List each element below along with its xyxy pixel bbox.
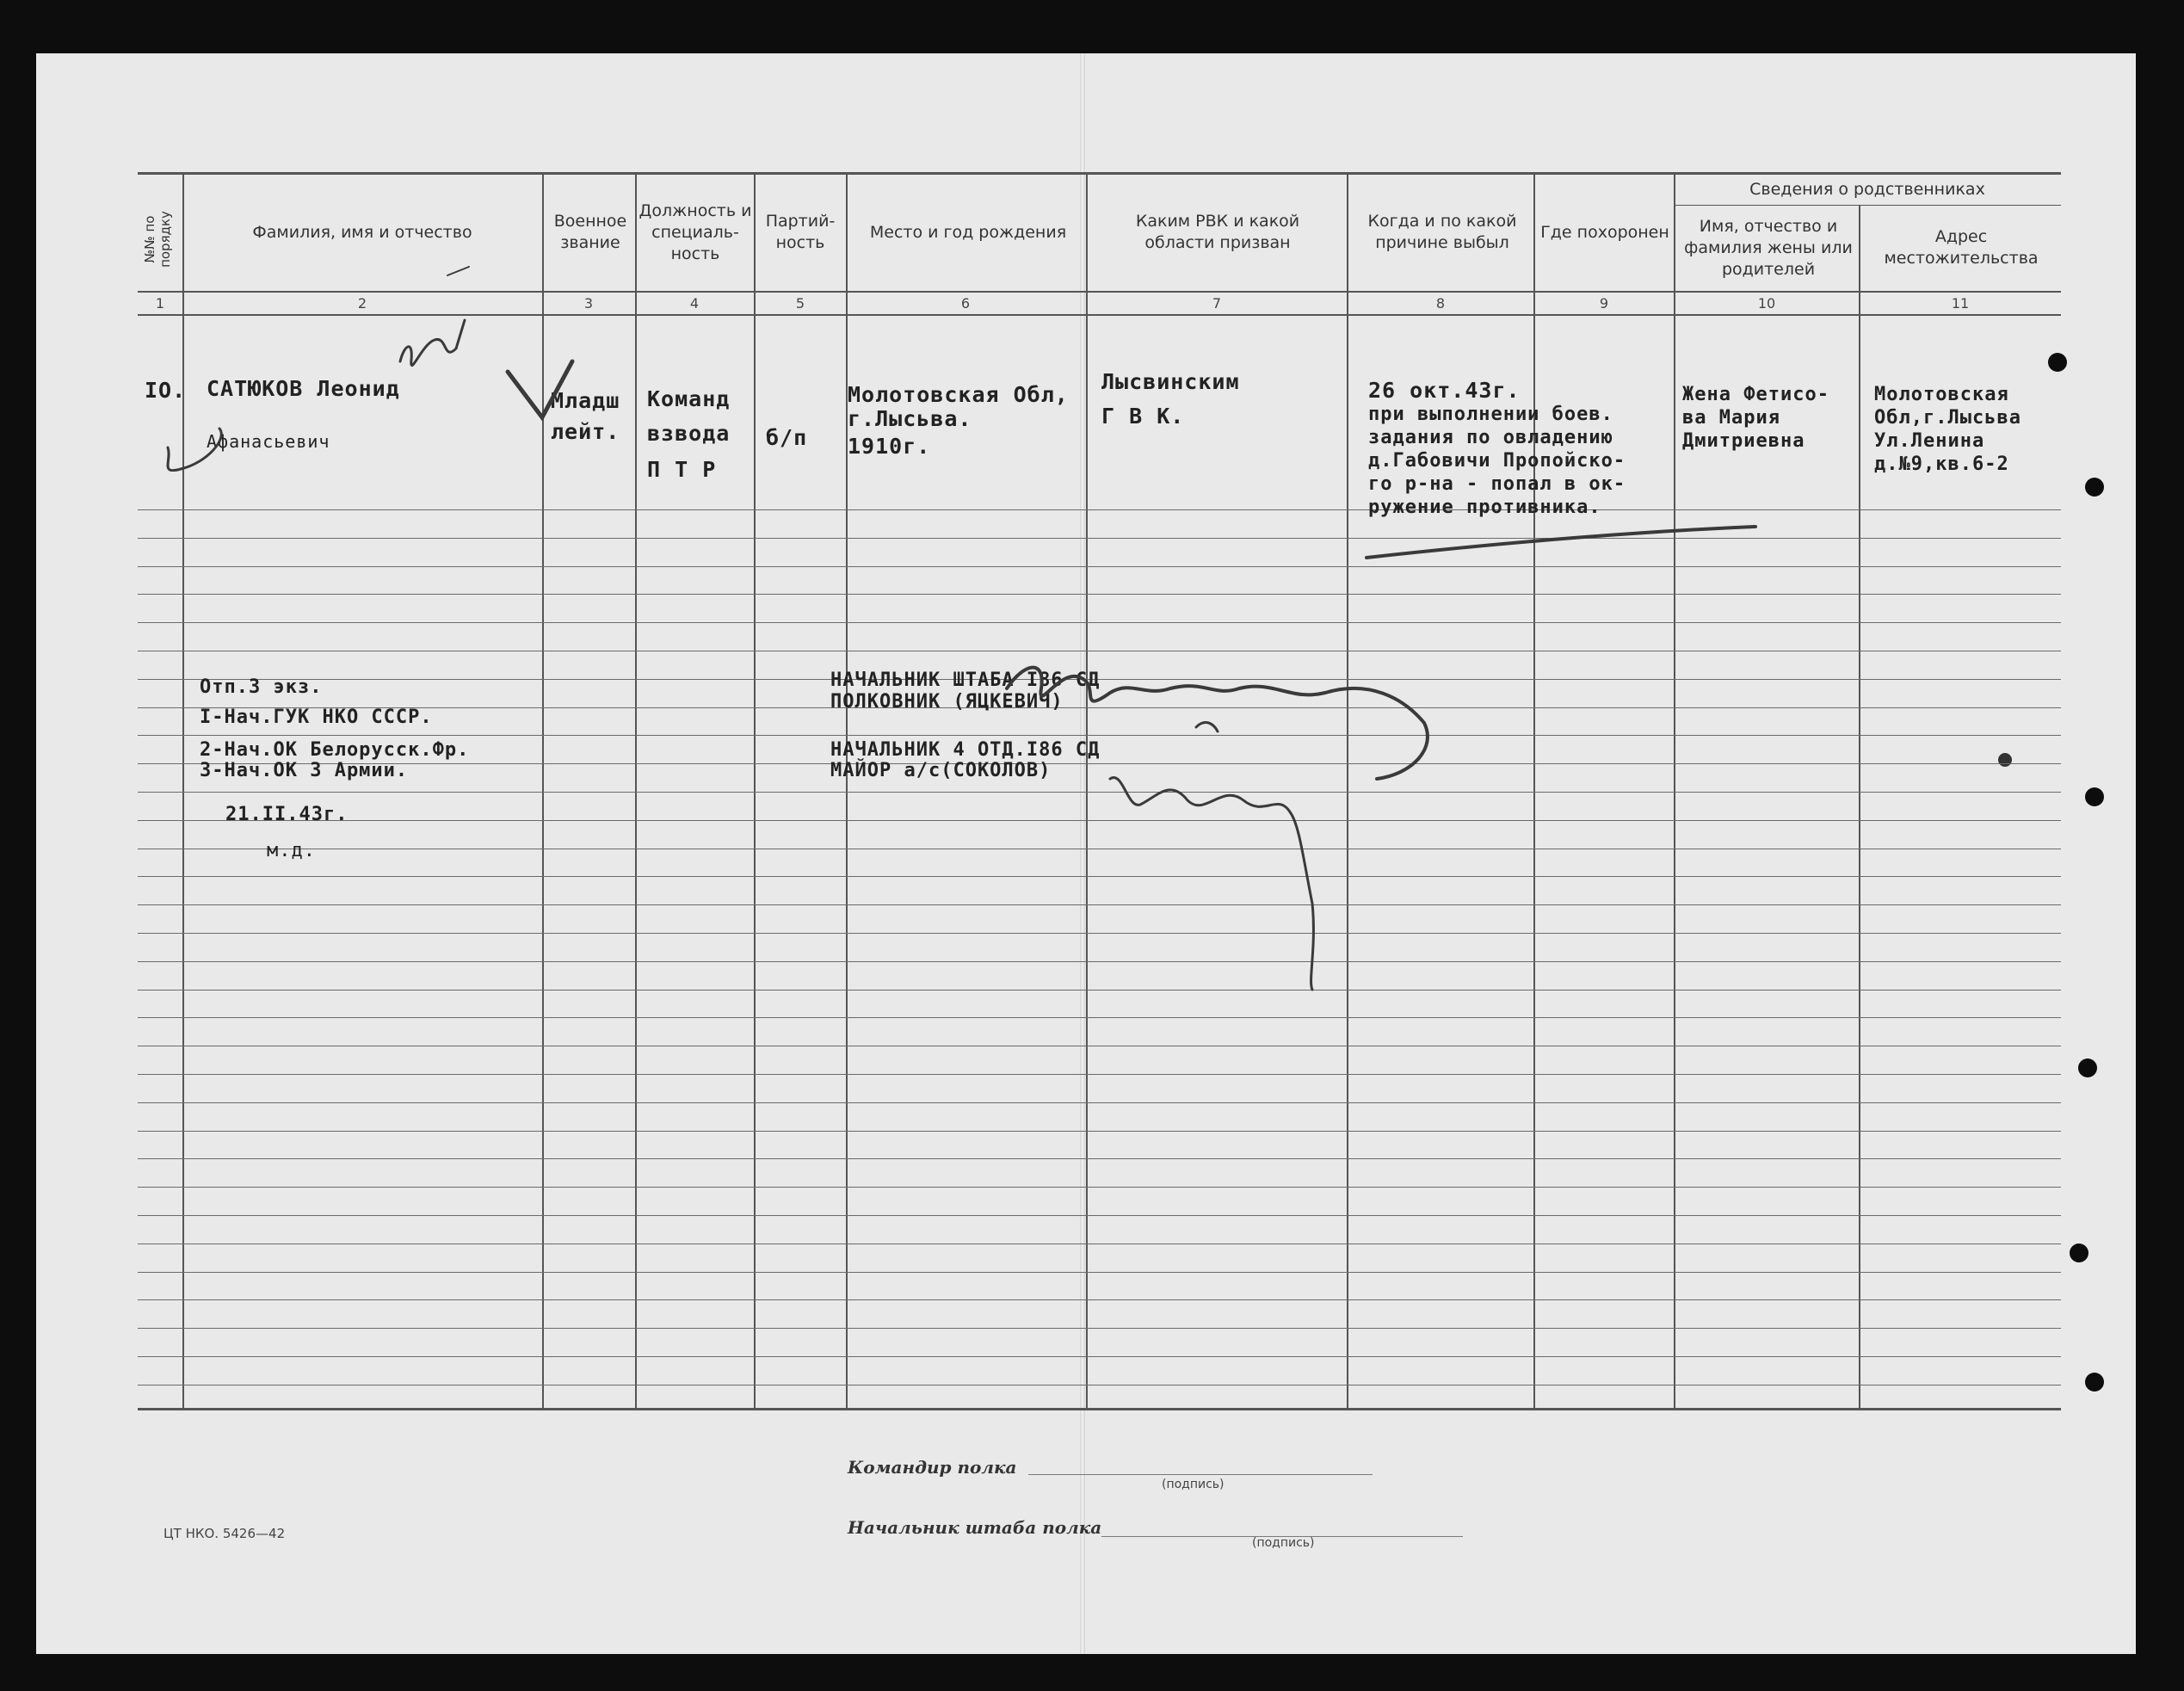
distribution-2: I-Нач.ГУК НКО СССР. <box>200 707 433 728</box>
chief-of-staff-title: НАЧАЛЬНИК ШТАБА I86 СД <box>830 670 1101 691</box>
header-number: №№ по порядку <box>142 211 173 268</box>
record-birth-2: г.Лысьва. <box>848 406 972 431</box>
record-relative-1: Жена Фетисо- <box>1682 384 1829 405</box>
column-number: 8 <box>1435 295 1446 312</box>
record-party: б/п <box>766 425 808 450</box>
ruled-line <box>138 594 2061 595</box>
ruled-line <box>138 566 2061 567</box>
ruled-line <box>138 763 2061 764</box>
header-birth: Место и год рождения <box>869 222 1067 242</box>
chief-of-staff-name: ПОЛКОВНИК (ЯЦКЕВИЧ) <box>830 691 1064 713</box>
record-reason-6: ружение противника. <box>1368 497 1601 518</box>
ink-dot <box>1998 753 2012 767</box>
ruled-line <box>138 1272 2061 1273</box>
chief-of-staff-label: Начальник штаба полка <box>848 1517 1102 1538</box>
record-rvk-2: Г В К. <box>1101 404 1185 429</box>
page-fold <box>1080 53 1085 1654</box>
distribution-4: 3-Нач.ОК 3 Армии. <box>200 760 409 781</box>
column-number: 6 <box>960 295 971 312</box>
record-reason-2: при выполнении боев. <box>1368 404 1613 425</box>
record-reason-1: 26 окт.43г. <box>1368 378 1521 403</box>
record-relative-2: ва Мария <box>1682 407 1780 429</box>
column-number: 10 <box>1757 295 1776 312</box>
punch-hole <box>2085 478 2104 497</box>
ruled-line <box>138 792 2061 793</box>
header-name: Фамилия, имя и отчество <box>252 222 472 242</box>
ruled-line <box>138 933 2061 934</box>
ruled-line <box>138 990 2061 991</box>
record-rank-1: Младш <box>551 388 620 413</box>
chief-of-staff-signature-caption: (подпись) <box>1252 1536 1315 1550</box>
ruled-line <box>138 1385 2061 1386</box>
record-address-1: Молотовская <box>1874 384 2009 405</box>
record-birth-1: Молотовская Обл, <box>848 382 1069 407</box>
ruled-line <box>138 1158 2061 1159</box>
distribution-date: 21.II.43г. <box>225 804 349 825</box>
record-patronymic: Афанасьевич <box>207 431 330 452</box>
record-reason-4: д.Габовичи Пропойско- <box>1368 450 1626 472</box>
ruled-line <box>138 1187 2061 1188</box>
column-number: 7 <box>1212 295 1222 312</box>
ruled-line <box>138 961 2061 962</box>
header-rvk: Каким РВК и какой области призван <box>1135 212 1300 252</box>
department-chief-name: МАЙОР а/с(СОКОЛОВ) <box>830 760 1052 781</box>
header-relative-name: Имя, отчество и фамилия жены или родителей <box>1684 216 1853 279</box>
record-address-2: Обл,г.Лысьва <box>1874 407 2021 429</box>
column-number: 11 <box>1951 295 1970 312</box>
distribution-initials: м.д. <box>267 840 316 861</box>
ruled-line <box>138 1356 2061 1357</box>
column-number: 9 <box>1599 295 1609 312</box>
punch-hole <box>2078 1058 2097 1077</box>
ruled-line <box>138 1328 2061 1329</box>
column-number: 5 <box>795 295 805 312</box>
ruled-line <box>138 1215 2061 1216</box>
column-number: 4 <box>689 295 700 312</box>
record-position-1: Команд <box>647 386 731 411</box>
column-number: 2 <box>357 295 367 312</box>
column-number: 1 <box>155 295 165 312</box>
header-burial: Где похоронен <box>1540 222 1669 242</box>
header-position: Должность и специаль-ность <box>639 201 752 263</box>
header-reason: Когда и по какой причине выбыл <box>1367 212 1517 252</box>
record-position-3: П Т Р <box>647 457 717 482</box>
ruled-line <box>138 1131 2061 1132</box>
header-relatives-group: Сведения о родственниках <box>1749 179 1985 199</box>
punch-hole <box>2085 1373 2104 1392</box>
ruled-line <box>138 876 2061 877</box>
record-rank-2: лейт. <box>551 419 620 444</box>
record-surname: САТЮКОВ Леонид <box>207 376 400 401</box>
header-party: Партий-ность <box>765 212 836 252</box>
record-address-3: Ул.Ленина <box>1874 430 1985 452</box>
column-number: 3 <box>583 295 594 312</box>
department-chief-title: НАЧАЛЬНИК 4 ОТД.I86 СД <box>830 739 1101 761</box>
commander-signature-caption: (подпись) <box>1162 1478 1225 1491</box>
commander-signature-line <box>1028 1474 1373 1475</box>
punch-hole <box>2085 787 2104 806</box>
record-reason-5: го р-на - попал в ок- <box>1368 473 1626 495</box>
record-relative-3: Дмитриевна <box>1682 430 1805 452</box>
ruled-line <box>138 1074 2061 1075</box>
record-address-4: д.№9,кв.6-2 <box>1874 454 2009 475</box>
ruled-line <box>138 904 2061 905</box>
record-reason-3: задания по овладению <box>1368 427 1613 448</box>
punch-hole <box>2048 353 2067 372</box>
header-address: Адрес местожительства <box>1884 227 2039 268</box>
record-birth-3: 1910г. <box>848 434 931 459</box>
ruled-line <box>138 820 2061 821</box>
punch-hole <box>2070 1244 2088 1262</box>
record-number: IO. <box>145 378 187 403</box>
ruled-line <box>138 622 2061 623</box>
ruled-line <box>138 1102 2061 1103</box>
record-position-2: взвода <box>647 421 731 446</box>
ruled-line <box>138 1299 2061 1300</box>
commander-label: Командир полка <box>848 1457 1017 1478</box>
ruled-line <box>138 1017 2061 1018</box>
distribution-3: 2-Нач.ОК Белорусск.Фр. <box>200 739 470 761</box>
record-rvk-1: Лысвинским <box>1101 369 1240 394</box>
header-rank: Военное звание <box>553 212 627 252</box>
ruled-line <box>138 509 2061 510</box>
distribution-1: Отп.3 экз. <box>200 676 323 698</box>
ruled-line <box>138 735 2061 736</box>
ruled-line <box>138 538 2061 539</box>
form-code: ЦТ НКО. 5426—42 <box>163 1526 286 1541</box>
